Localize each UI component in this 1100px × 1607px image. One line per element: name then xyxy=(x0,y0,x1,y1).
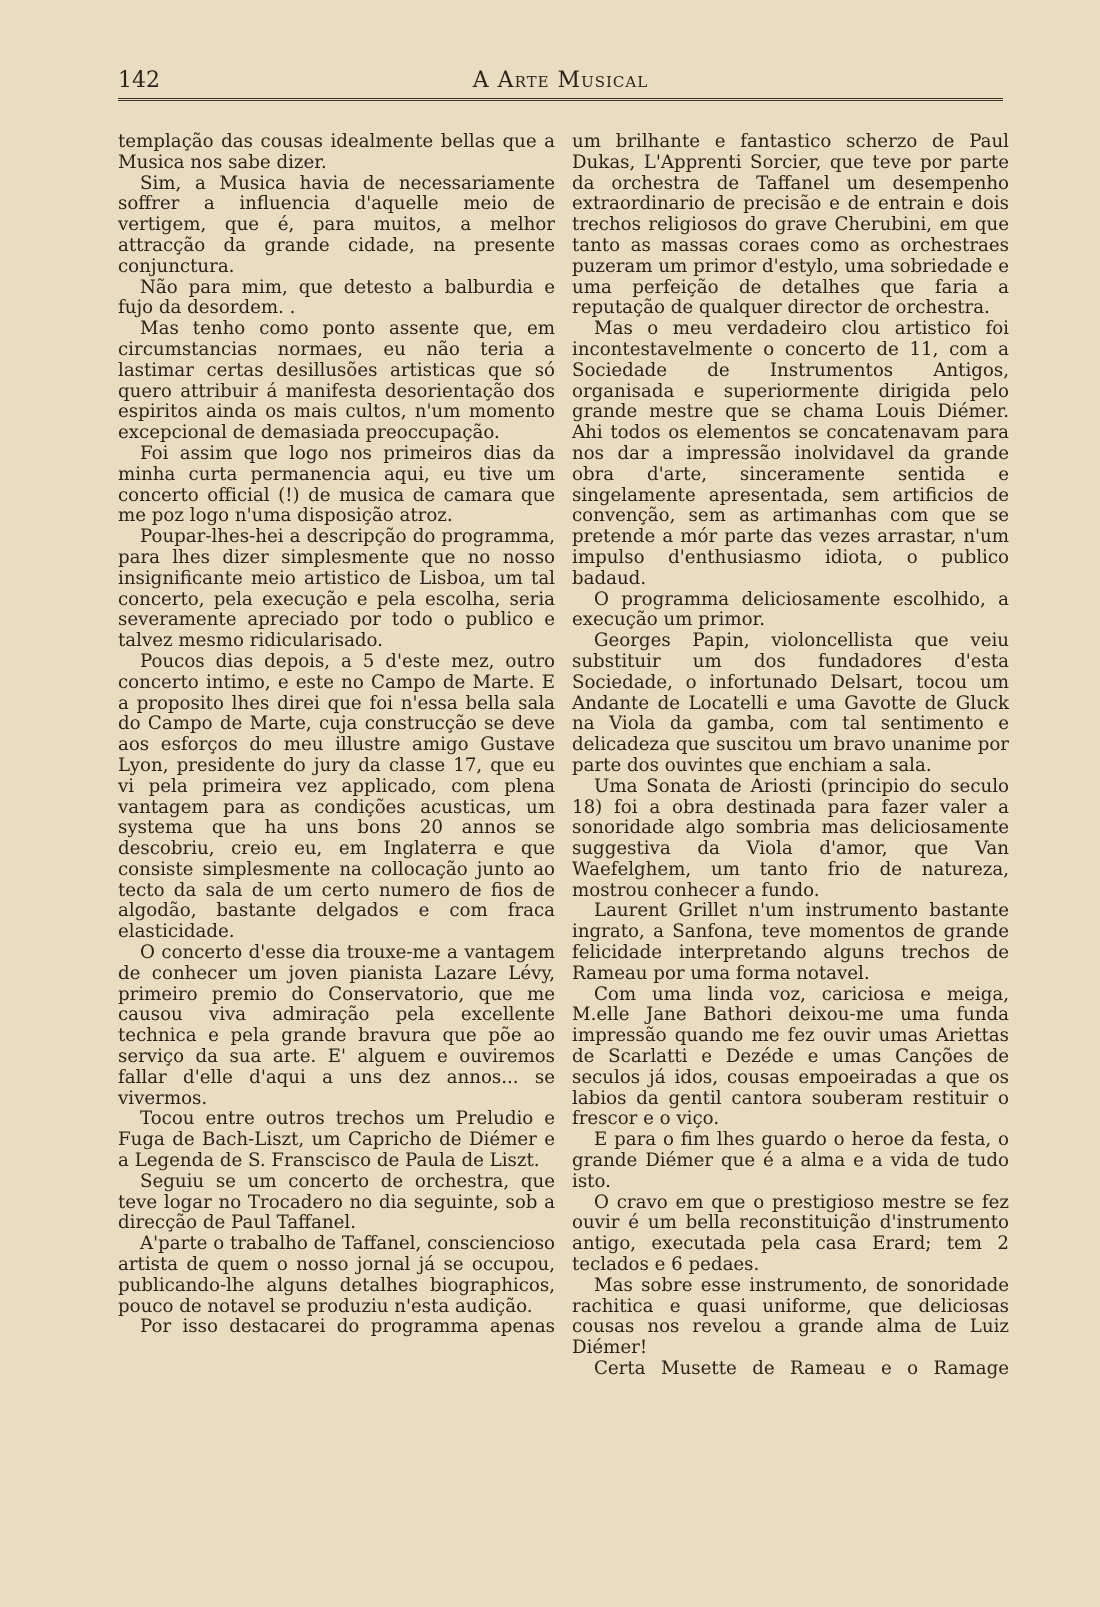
running-head: A Arte Musical xyxy=(472,68,649,93)
paragraph: Com uma linda voz, cariciosa e meiga, M.elle Jane Bathori deixou-me uma funda impressão quando me fez ouvir umas Ariettas de Scarlatti e Dezéde e umas Canções de seculos já idos, cousas empoeiradas a que os labios da gentil cantora souberam restituir o frescor e o viço. xyxy=(572,983,1009,1130)
paragraph: Seguiu se um concerto de orchestra, que teve logar no Trocadero no dia seguinte, sob a direcção de Paul Taffanel. xyxy=(118,1170,555,1234)
paragraph: O cravo em que o prestigioso mestre se fez ouvir é um bella reconstituição d'instrumento antigo, executada pela casa Erard; tem 2 teclados e 6 pedaes. xyxy=(572,1191,1009,1276)
paragraph: Não para mim, que detesto a balburdia e fujo da desordem. . xyxy=(118,276,555,319)
paragraph: Poucos dias depois, a 5 d'este mez, outro concerto intimo, e este no Campo de Marte. E a proposito lhes direi que foi n'essa bella sala do Campo de Marte, cuja construcção se deve aos esforços do meu illustre amigo Gustave Lyon, presidente do jury da classe 17, que eu vi pela primeira vez applicado, com plena vantagem para as condições acusticas, um systema que ha uns bons 20 annos se descobriu, creio eu, em Inglaterra e que consiste simplesmente na collocação junto ao tecto da sala de um certo numero de fios de algodão, bastante delgados e com fraca elasticidade. xyxy=(118,650,555,943)
right-column xyxy=(572,132,1009,1380)
paragraph: Sim, a Musica havia de necessariamente soffrer a influencia d'aquelle meio de vertigem, que é, para muitos, a melhor attracção da grande cidade, na presente conjunctura. xyxy=(118,172,555,277)
page-header xyxy=(118,68,1003,94)
paragraph: Por isso destacarei do programma apenas xyxy=(140,1316,555,1338)
page-number: 142 xyxy=(118,68,160,93)
paragraph: Mas tenho como ponto assente que, em circumstancias normaes, eu não teria a lastimar certas desillusões artisticas que só quero attribuir á manifesta desorientação dos espiritos ainda os mais cultos, n'um momento excepcional de demasiada preoccupação. xyxy=(118,318,555,444)
header-rule xyxy=(118,98,1003,101)
paragraph: Laurent Grillet n'um instrumento bastante ingrato, a Sanfona, teve momentos de grande felicidade interpretando alguns trechos de Rameau por uma forma notavel. xyxy=(572,900,1009,984)
paragraph: Certa Musette de Rameau e o Ramage xyxy=(594,1358,1009,1380)
paragraph: templação das cousas idealmente bellas que a Musica nos sabe dizer. xyxy=(118,131,555,173)
paragraph: Uma Sonata de Ariosti (principio do seculo 18) foi a obra destinada para fazer valer a sonoridade algo sombria mas deliciosamente suggestiva da Viola d'amor, que Van Waefelghem, um tanto frio de natureza, mostrou conhecer a fundo. xyxy=(572,775,1009,901)
paragraph: Mas sobre esse instrumento, de sonoridade rachitica e quasi uniforme, que deliciosas cousas nos revelou a grande alma de Luiz Diémer! xyxy=(572,1274,1009,1359)
paragraph: Georges Papin, violoncellista que veiu substituir um dos fundadores d'esta Sociedade, o infortunado Delsart, tocou um Andante de Locatelli e uma Gavotte de Gluck na Viola da gamba, com tal sentimento e delicadeza que suscitou um bravo unanime por parte dos ouvintes que enchiam a sala. xyxy=(572,630,1009,776)
paragraph: Tocou entre outros trechos um Preludio e Fuga de Bach-Liszt, um Capricho de Diémer e a Legenda de S. Franscisco de Paula de Liszt. xyxy=(118,1108,555,1172)
paragraph: um brilhante e fantastico scherzo de Paul Dukas, L'Apprenti Sorcier, que teve por parte da orchestra de Taffanel um desempenho extraordinario de precisão e de entrain e dois trechos religiosos do grave Cherubini, em que tanto as massas coraes como as orchestraes puzeram um primor d'estylo, uma sobriedade e uma perfeição de detalhes que faria a reputação de qualquer director de orchestra. xyxy=(572,131,1009,319)
paragraph: O programma deliciosamente escolhido, a execução um primor. xyxy=(572,588,1009,631)
paragraph: A'parte o trabalho de Taffanel, consciencioso artista de quem o nosso jornal já se occupou, publicando-lhe alguns detalhes biographicos, pouco de notavel se produziu n'esta audição. xyxy=(118,1233,555,1317)
paragraph: O concerto d'esse dia trouxe-me a vantagem de conhecer um joven pianista Lazare Lévy, primeiro premio do Conservatorio, que me causou viva admiração pela excellente technica e pela grande bravura que põe ao serviço da sua arte. E' alguem e ouviremos fallar d'elle d'aqui a uns dez annos... se vivermos. xyxy=(118,942,555,1109)
left-column xyxy=(118,132,555,1338)
paragraph: Foi assim que logo nos primeiros dias da minha curta permanencia aqui, eu tive um concerto official (!) de musica de camara que me poz logo n'uma disposição atroz. xyxy=(118,442,555,527)
paragraph: Mas o meu verdadeiro clou artistico foi incontestavelmente o concerto de 11, com a Sociedade de Instrumentos Antigos, organisada e superiormente dirigida pelo grande mestre que se chama Louis Diémer. Ahi todos os elementos se concatenavam para nos dar a impressão inolvidavel da grande obra d'arte, sinceramente sentida e singelamente apresentada, sem artificios de convenção, sem as artimanhas com que se pretende a mór parte das vezes arrastar, n'um impulso d'enthusiasmo idiota, o publico badaud. xyxy=(572,318,1009,589)
paragraph: Poupar-lhes-hei a descripção do programma, para lhes dizer simplesmente que no nosso insignificante meio artistico de Lisboa, um tal concerto, pela execução e pela escolha, seria severamente apreciado por todo o publico e talvez mesmo ridicularisado. xyxy=(118,526,555,652)
paragraph: E para o fim lhes guardo o heroe da festa, o grande Diémer que é a alma e a vida de tudo isto. xyxy=(572,1129,1009,1192)
